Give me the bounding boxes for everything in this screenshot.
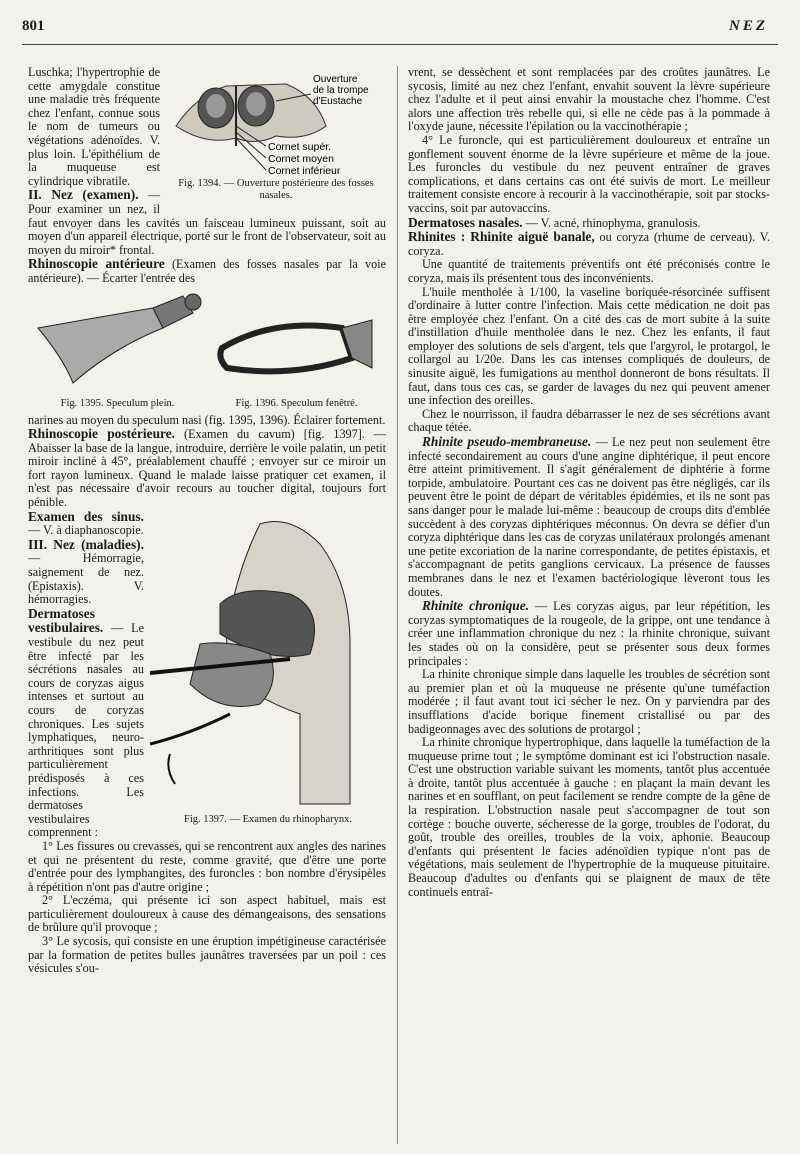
entry-heading: III. Nez (maladies). [28, 536, 144, 552]
entry-heading: Examen des sinus. [28, 508, 144, 524]
left-column [28, 66, 386, 976]
label-trompe-3: d'Eustache [313, 96, 363, 107]
nasal-openings-illustration [166, 66, 386, 178]
list-item: 3° Le sycosis, qui consiste en une éruption impétigineuse caractérisée par la formation de petites bulles jaunâtres traversées par un poil : ces vésicules s'ou- [28, 934, 386, 976]
paragraph: L'huile mentholée à 1/100, la vaseline boriquée-résorcinée suffisent d'ordinaire à lutter contre l'infection. Mais cette médication ne doit pas être employée chez l'enfant. On a cité des cas de mort subite à la suite d'instillation d'huile mentholée dans le nez. Chez les enfants, il faut employer des solutions de sels d'argent, tels que l'argyrol, le protargol, le collargol au 1/20e. Dans les cas intenses compliqués de douleurs, de sinusite aiguë, les fumigations au menthol donneront de bons résultats. Il faut, dans tous ces cas, se garder de lavages du nez qui peuvent amener une infection des oreilles. [408, 284, 770, 408]
entry-heading: Dermatoses vestibulaires. [28, 605, 104, 636]
speculum-plein-illustration [33, 288, 203, 398]
paragraph: Une quantité de traitements préventifs ont été préconisés contre le coryza, mais ils présentent tous des inconvénients. [408, 257, 770, 285]
label-cornet-inferieur: Cornet inférieur [268, 165, 341, 177]
list-item: 4° Le furoncle, qui est particulièrement douloureux et entraîne un gonflement souvent énorme de la lèvre supérieure et même de la joue. Les furoncles du vestibule du nez peuvent entraîner de graves complications, et dans certains cas ont été suivis de mort. Le meilleur traitement consiste encore à recourir à la vaccinothérapie, soit par stocks-vaccins, soit par autovaccins. [408, 132, 770, 215]
right-column [408, 66, 770, 899]
paragraph: La rhinite chronique simple dans laquelle les troubles de sécrétion sont au premier plan et où la muqueuse ne présente qu'une tuméfaction modérée ; il faut avant tout ici sécher le nez. On y parviendra par des insufflations d'acide borique finement cristallisé ou par des badigeonnages avec des solutions de protargol ; [408, 667, 770, 736]
figure-caption: Fig. 1395. Speculum plein. [60, 397, 175, 409]
label-cornet-sup: Cornet supér. [268, 141, 332, 153]
figure-caption: Fig. 1397. — Examen du rhinopharynx. [184, 813, 352, 825]
paragraph: — Hémorragie, saignement de nez. (Epistaxis). V. hémorragies. [28, 551, 144, 607]
paragraph: narines au moyen du speculum nasi (fig. 1395, 1396). Éclairer fortement. [28, 412, 386, 427]
paragraph: — Pour examiner un nez, il faut envoyer dans les cavités un faisceau lumineux puissant, soit au moyen d'un appareil électrique, porté sur le front de l'observateur, soit au moyen du miroir* frontal. [28, 188, 386, 257]
figure-1394 [166, 66, 386, 202]
running-head: NEZ [729, 18, 768, 34]
list-item: 1° Les fissures ou crevasses, qui se rencontrent aux angles des narines et qui ne présentent du reste, comme gravité, que d'être une porte d'entrée pour des lymphangites, des furoncles : bon nombre d'érysipèles à répétition n'ont pas d'autre origine ; [28, 838, 386, 894]
figures-1395-1396 [28, 288, 386, 410]
list-item: 2° L'eczéma, qui présente ici son aspect habituel, mais est particulièrement douloureux à cause des démangeaisons, des sensations de brûlure qu'il provoque ; [28, 893, 386, 935]
paragraph: Chez le nourrisson, il faudra débarrasser le nez de ses sécrétions avant chaque tétée. [408, 406, 770, 435]
paragraph: — Les coryzas aigus, par leur répétition, les coryzas symptomatiques de la rougeole, de la grippe, ont une tendance à créer une inflammation chronique du nez : la rhinite chronique, suivant les stades où on la considère, peut se présenter sous deux formes principales : [408, 599, 770, 668]
entry-heading: II. Nez (examen). [28, 187, 139, 203]
paragraph: vrent, se dessèchent et sont remplacées par des croûtes jaunâtres. Le sycosis, limité au nez chez l'enfant, envahit souvent la lèvre supérieure chez l'adulte et il peut ainsi envahir la moustache chez l'homme. C'est alors une affection très rebelle qui, si elle ne cède pas à la pommade à l'oxyde jaune, nécessite l'épilation ou la vaccinothérapie ; [408, 65, 770, 134]
entry-heading: Rhinites : Rhinite aiguë banale, [408, 229, 595, 245]
figure-caption: Fig. 1394. — Ouverture postérieure des fosses nasales. [178, 178, 374, 201]
figure-1395 [33, 288, 203, 410]
paragraph: Luschka; l'hypertrophie de cette amygdale constitue une maladie très fréquente chez l'enfant, connue sous le nom de tumeurs ou végétations adénoïdes. V. plus loin. L'épithélium de la muqueuse est cylindrique vibratile. [28, 65, 160, 188]
entry-heading: Rhinoscopie postérieure. [28, 426, 176, 442]
rhinopharynx-illustration [150, 514, 386, 814]
entry-heading: Rhinite chronique. [422, 598, 530, 614]
label-cornet-moyen: Cornet moyen [268, 153, 334, 165]
paragraph: ou coryza (rhume de cerveau). V. coryza. [408, 230, 770, 258]
paragraph: La rhinite chronique hypertrophique, dans laquelle la tuméfaction de la muqueuse prime tout ; le symptôme dominant est ici l'obstruction nasale. C'est une obstruction variable suivant les moments, tantôt plus accentuée à droite, tantôt plus accentuée à gauche : en plaçant la main devant les narines et en soufflant, on peut facilement se rendre compte de la gêne de la respiration. L'obstruction nasale peut s'accompagner de tout son cortège : bouche ouverte, sécheresse de la gorge, troubles de l'odorat, du goût, trouble des oreilles, troubles de la voix, aphonie. Beaucoup d'enfants qui présentent le facies adénoïdien typique n'ont pas de végétations, mais seulement de l'hypertrophie de la muqueuse pituitaire. Beaucoup d'adultes ou d'enfants qui se plaignent de maux de tête continuels entraî- [408, 735, 770, 899]
entry-heading: Rhinoscopie antérieure [28, 256, 165, 272]
label-trompe-1: Ouverture [313, 74, 358, 85]
figure-caption: Fig. 1396. Speculum fenêtré. [235, 397, 358, 409]
speculum-fenetre-illustration [212, 308, 382, 398]
entry-heading: Dermatoses nasales. [408, 214, 523, 230]
label-trompe-2: de la trompe [313, 85, 369, 96]
paragraph: (Examen du cavum) [fig. 1397]. — Abaisser la base de la langue, introduire, derrière le voile palatin, un petit miroir incliné à 45°, préalablement chauffé ; envoyer sur ce miroir un fort rayon lumineux. Quand le malade laisse pratiquer cet examen, il n'est pas nécessaire d'avoir recours au toucher digital, toujours fort pénible. [28, 427, 387, 510]
paragraph: — Le nez peut non seulement être infecté secondairement au cours d'une angine diphtérique, il peut encore être atteint primitivement. Il s'agit généralement de diphtérie à forme torpide, ambulatoire. Pourtant ces cas ne doivent pas être négligés, car ils peuvent être le point de départ de véritables épidémies, et ils ne sont pas sans danger pour le malade lui-même : beaucoup de croups dits d'emblée succèdent à des coryzas diphtériques méconnus. On devra se défier d'un coryza diphtérique dans les cas de coryzas unilatéraux prolongés amenant une petite excoriation de la narine correspondante, de petites épistaxis, et s'accompagnant de petits ganglions cervicaux. La présence de fausses membranes dans le nez et l'examen bactériologique lèveront tous les doutes. [408, 435, 770, 599]
page-header [22, 18, 778, 42]
header-rule [22, 44, 778, 45]
page-number: 801 [22, 18, 45, 34]
figure-1396 [212, 308, 382, 410]
entry-heading: Rhinite pseudo-membraneuse. [422, 434, 592, 450]
paragraph: (Examen des fosses nasales par la voie antérieure). — Écarter l'entrée des [28, 257, 386, 285]
figure-1397 [150, 514, 386, 826]
column-divider [397, 66, 398, 1144]
paragraph: — Le vestibule du nez peut être infecté par les sécrétions nasales au cours de coryzas aigus intenses et surtout au cours de coryzas chroniques. Les sujets lymphatiques, neuro-arthritiques sont plus particulièrement prédisposés à ces infections. Les dermatoses vestibulaires comprennent : [28, 621, 144, 840]
paragraph: — V. à diaphanoscopie. [28, 523, 144, 538]
paragraph: — V. acné, rhinophyma, granulosis. [525, 215, 701, 230]
